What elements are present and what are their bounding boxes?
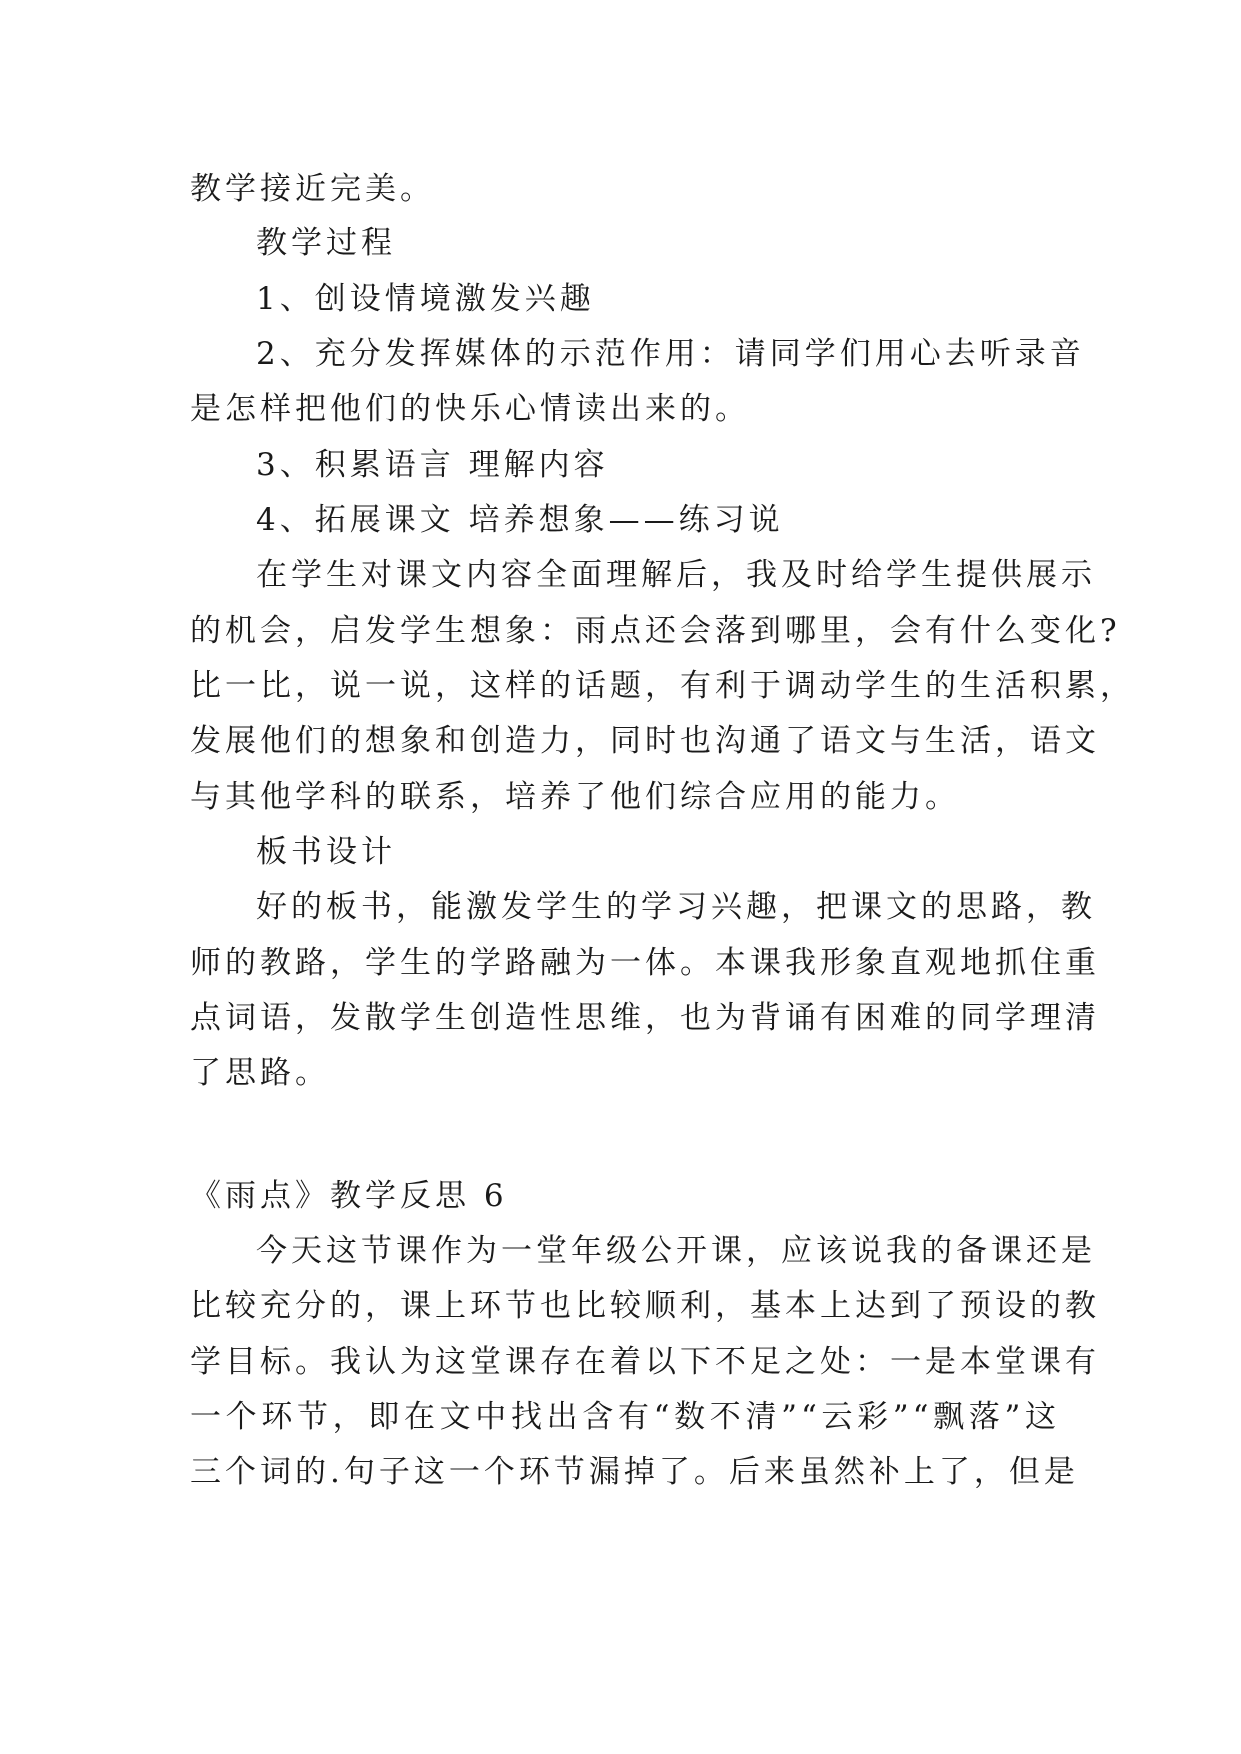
section-heading: 教学过程 (256, 225, 396, 261)
text-line: 的机会，启发学生想象：雨点还会落到哪里，会有什么变化? (190, 613, 1121, 649)
text-line: 师的教路，学生的学路融为一体。本课我形象直观地抓住重 (190, 945, 1100, 981)
text-line: 1、创设情境激发兴趣 (256, 281, 595, 317)
text-line: 比较充分的，课上环节也比较顺利，基本上达到了预设的教 (190, 1288, 1100, 1324)
text-line: 教学接近完美。 (190, 171, 435, 207)
text-line: 比一比，说一说，这样的话题，有利于调动学生的生活积累， (190, 668, 1135, 704)
text-line: 在学生对课文内容全面理解后，我及时给学生提供展示 (256, 557, 1096, 593)
text-line: 与其他学科的联系，培养了他们综合应用的能力。 (190, 779, 960, 815)
text-line: 2、充分发挥媒体的示范作用：请同学们用心去听录音 (256, 336, 1085, 372)
text-line: 了思路。 (190, 1055, 330, 1091)
text-line: 发展他们的想象和创造力，同时也沟通了语文与生活，语文 (190, 723, 1100, 759)
section-heading: 板书设计 (256, 834, 396, 870)
section-title: 《雨点》教学反思 6 (190, 1178, 508, 1214)
text-line: 是怎样把他们的快乐心情读出来的。 (190, 391, 750, 427)
text-line: 好的板书，能激发学生的学习兴趣，把课文的思路，教 (256, 889, 1096, 925)
text-line: 学目标。我认为这堂课存在着以下不足之处：一是本堂课有 (190, 1344, 1100, 1380)
text-line: 一个环节，即在文中找出含有“数不清”“云彩”“飘落”这 (190, 1399, 1060, 1435)
text-line: 点词语，发散学生创造性思维，也为背诵有困难的同学理清 (190, 1000, 1100, 1036)
text-line: 今天这节课作为一堂年级公开课，应该说我的备课还是 (256, 1233, 1096, 1269)
text-line: 4、拓展课文 培养想象——练习说 (256, 502, 784, 538)
text-line: 3、积累语言 理解内容 (256, 447, 609, 483)
text-line: 三个词的.句子这一个环节漏掉了。后来虽然补上了，但是 (190, 1454, 1079, 1490)
